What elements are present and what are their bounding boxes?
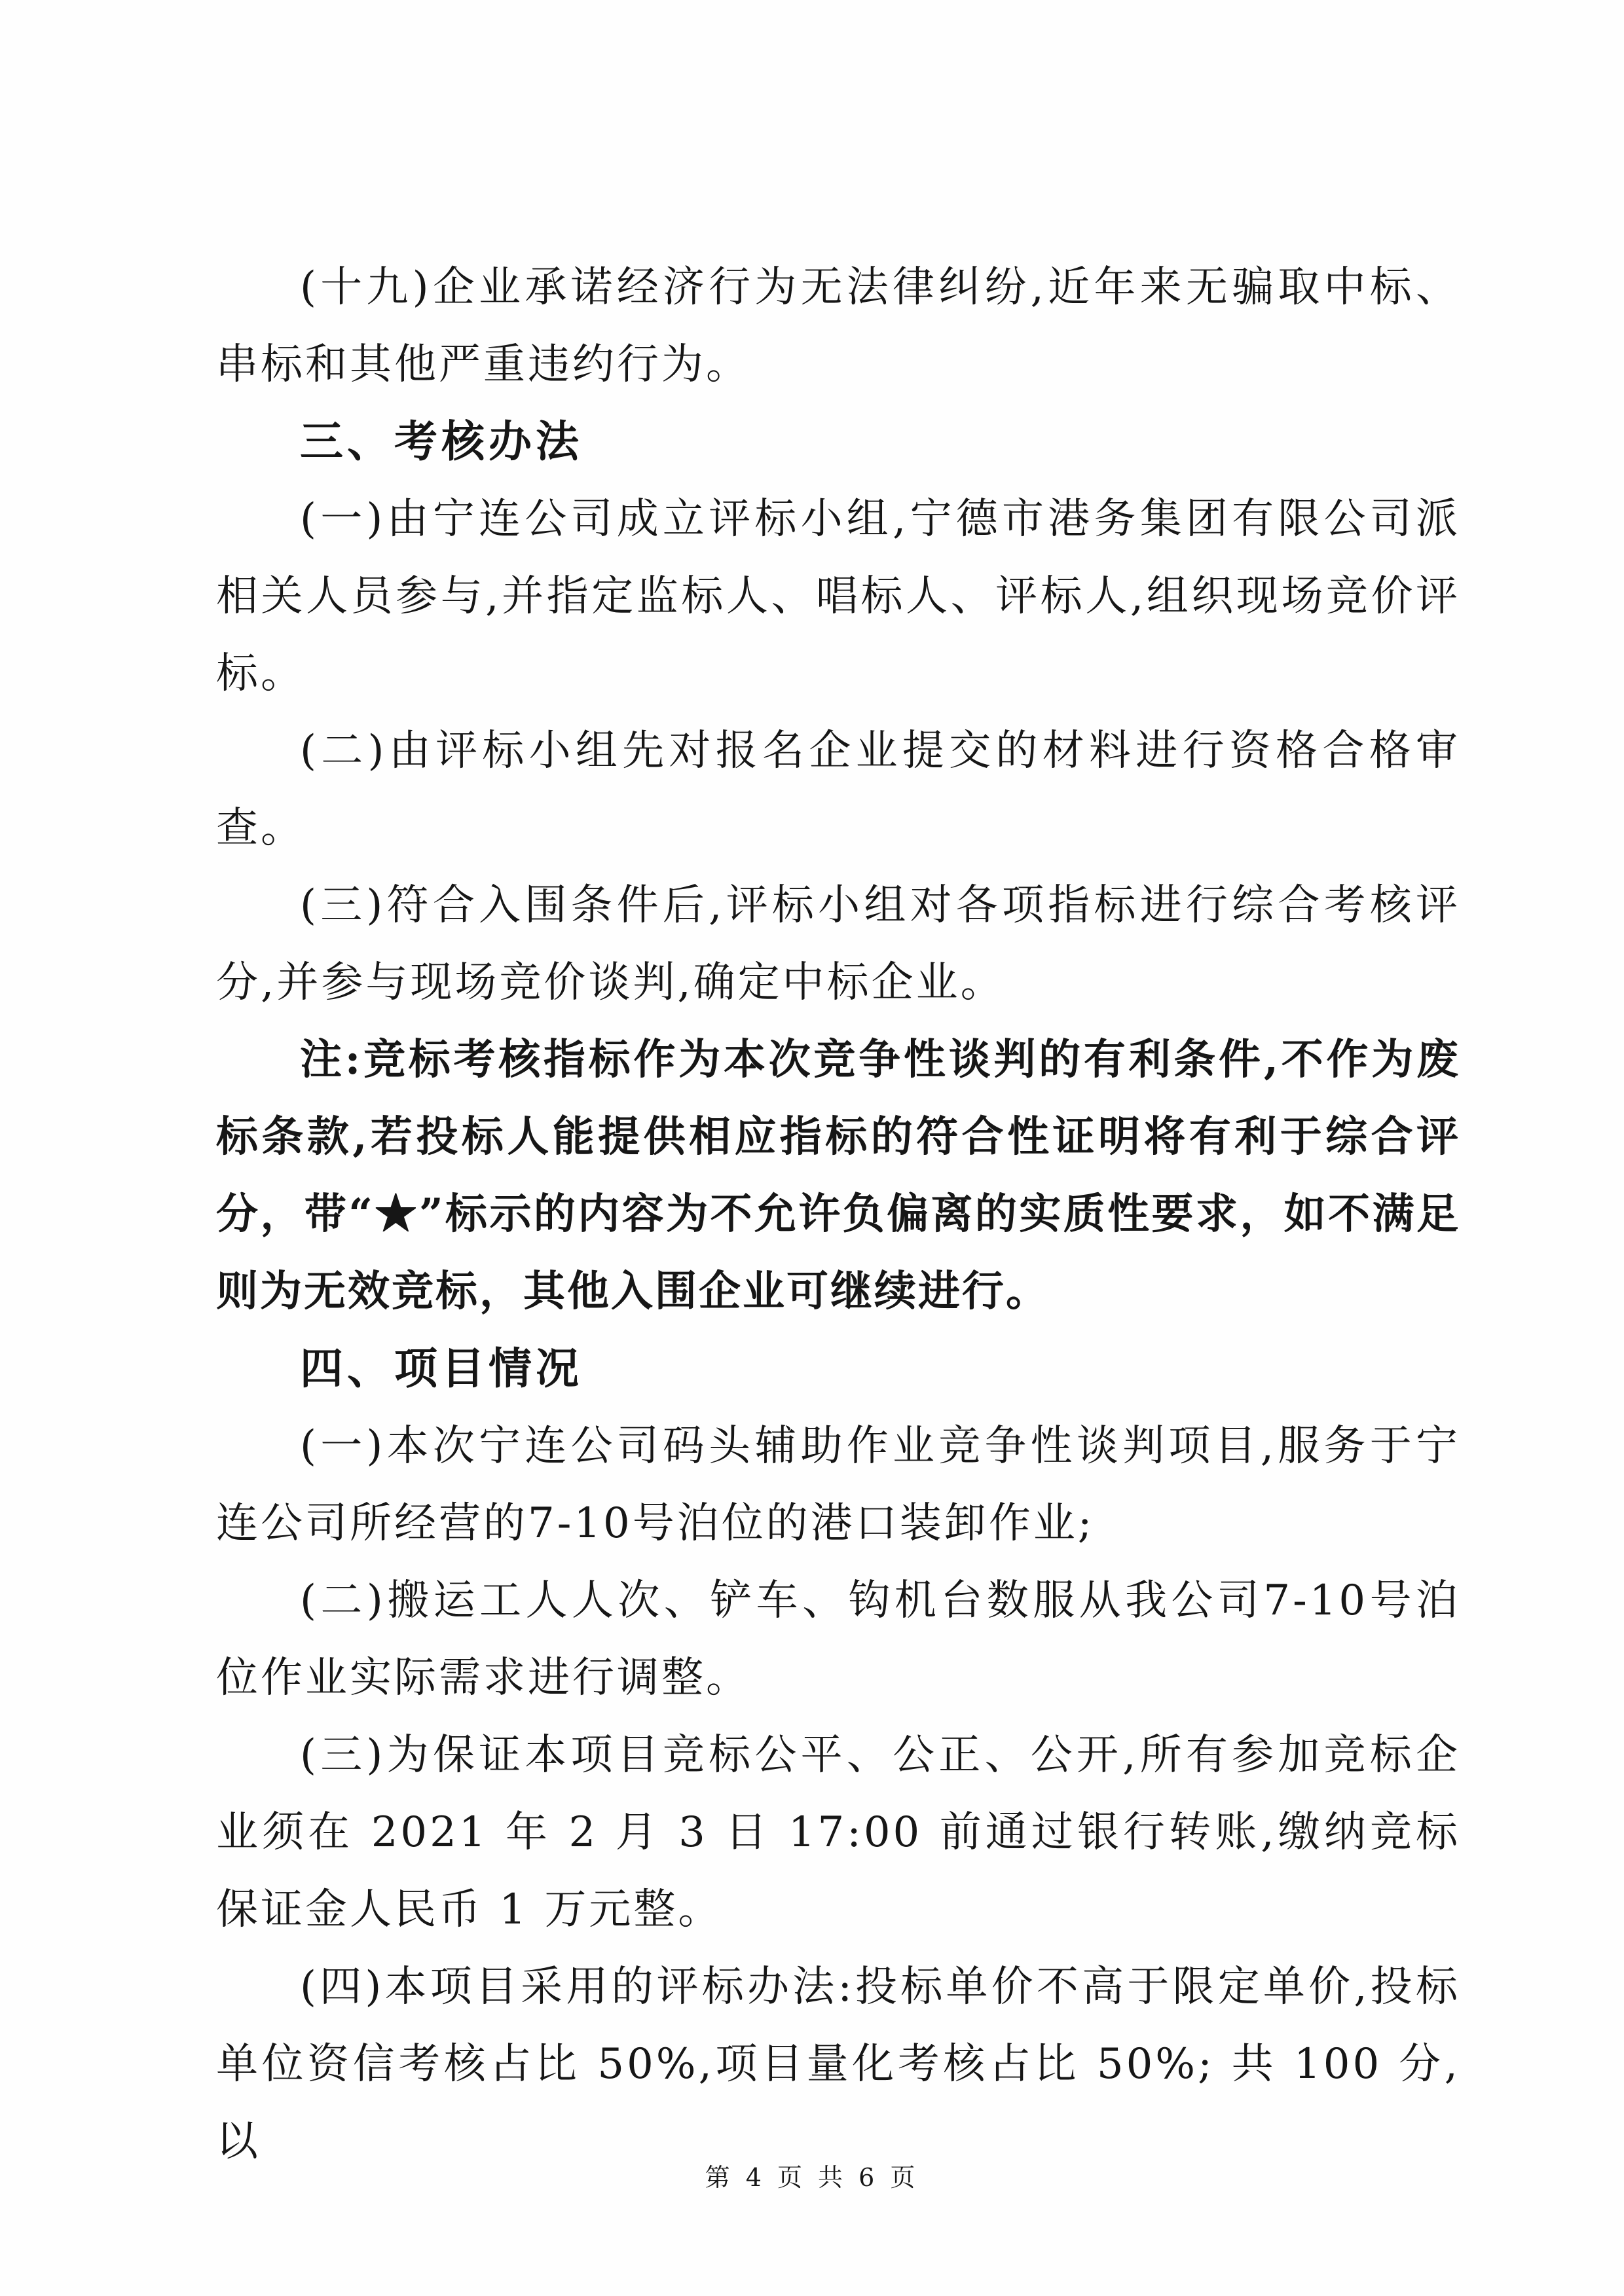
paragraph-assessment-2: (二)由评标小组先对报名企业提交的材料进行资格合格审查。 bbox=[216, 727, 1460, 852]
paragraph-assessment-1: (一)由宁连公司成立评标小组,宁德市港务集团有限公司派相关人员参与,并指定监标人、唱标人、评标人,组织现场竞价评标。 bbox=[216, 495, 1460, 698]
page-number-footer: 第 4 页 共 6 页 bbox=[705, 2163, 919, 2192]
paragraph-item-19: (十九)企业承诺经济行为无法律纠纷,近年来无骗取中标、串标和其他严重违约行为。 bbox=[216, 263, 1460, 389]
paragraph-project-1: (一)本次宁连公司码头辅助作业竞争性谈判项目,服务于宁连公司所经营的7-10号泊位的港口装卸作业; bbox=[216, 1422, 1460, 1548]
paragraph-project-2: (二)搬运工人人次、铲车、钩机台数服从我公司7-10号泊位作业实际需求进行调整。 bbox=[216, 1576, 1460, 1702]
paragraph-project-3: (三)为保证本项目竞标公平、公正、公开,所有参加竞标企业须在 2021 年 2 月 3 日 17:00 前通过银行转账,缴纳竞标保证金人民币 1 万元整。 bbox=[216, 1731, 1460, 1934]
paragraph-project-4: (四)本项目采用的评标办法:投标单价不高于限定单价,投标单位资信考核占比 50%,项目量化考核占比 50%; 共 100 分, 以 bbox=[216, 1963, 1460, 2166]
document-body bbox=[216, 249, 1460, 2180]
section-heading-assessment: 三、考核办法 bbox=[300, 416, 583, 467]
note-paragraph: 注:竞标考核指标作为本次竞争性谈判的有利条件,不作为废标条款,若投标人能提供相应指标的符合性证明将有利于综合评分，带“★”标示的内容为不允许负偏离的实质性要求，如不满足则为无效竞标，其他入围企业可继续进行。 bbox=[216, 1035, 1460, 1316]
paragraph-assessment-3: (三)符合入围条件后,评标小组对各项指标进行综合考核评分,并参与现场竞价谈判,确定中标企业。 bbox=[216, 881, 1460, 1007]
section-heading-project: 四、项目情况 bbox=[300, 1343, 583, 1394]
